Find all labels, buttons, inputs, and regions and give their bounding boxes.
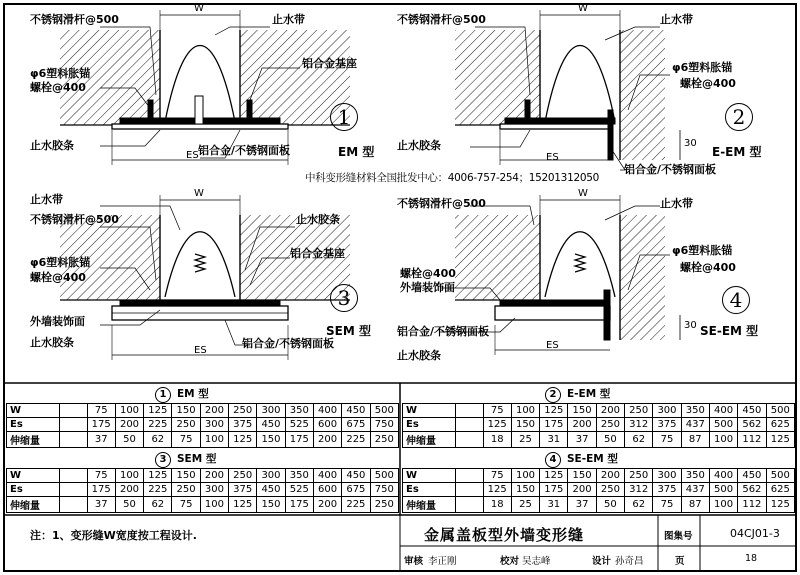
table-cell: 175 <box>285 432 313 448</box>
table-cell: 50 <box>115 432 143 448</box>
label-waterstop-4: 止水带 <box>660 197 693 210</box>
table-cell: 500 <box>766 404 794 418</box>
table-cell: 125 <box>540 404 568 418</box>
note: 注：1、变形缝W宽度按工程设计. <box>30 529 197 542</box>
review-label: 审核 <box>404 556 424 567</box>
row-label: W <box>403 469 456 483</box>
table-row <box>403 418 795 432</box>
table-cell-empty <box>60 418 87 432</box>
table-cell: 200 <box>596 404 624 418</box>
contact-info: 中科变形缝材料全国批发中心：4006-757-254；15201312050 <box>305 172 599 184</box>
table-cell: 18 <box>483 432 511 448</box>
table-cell-empty <box>60 497 87 513</box>
table-cell: 225 <box>144 418 172 432</box>
table-cell: 525 <box>285 483 313 497</box>
table-cell: 375 <box>229 483 257 497</box>
diagram-number-2: 2 <box>725 103 753 131</box>
table-e-em <box>402 403 795 448</box>
table-cell-empty <box>60 483 87 497</box>
diagram-e-em <box>455 10 680 170</box>
table-cell: 625 <box>766 483 794 497</box>
table-row <box>7 404 399 418</box>
table-cell: 75 <box>483 404 511 418</box>
table-cell-empty <box>456 404 483 418</box>
label-rod-1: 不锈钢滑杆@500 <box>30 13 119 26</box>
label-waterstop-3: 止水带 <box>30 193 63 206</box>
diagram-number-4: 4 <box>722 286 750 314</box>
table-cell: 150 <box>568 469 596 483</box>
table-cell: 350 <box>285 404 313 418</box>
table-cell: 200 <box>568 418 596 432</box>
sheet-title: 金属盖板型外墙变形缝 <box>424 526 585 544</box>
table-cell-empty <box>60 469 87 483</box>
table-cell: 500 <box>370 404 398 418</box>
table-cell-empty <box>456 483 483 497</box>
table-cell: 450 <box>342 469 370 483</box>
table-cell: 125 <box>229 497 257 513</box>
table-cell: 450 <box>257 483 285 497</box>
row-label: 伸缩量 <box>403 432 456 448</box>
label-waterstop-1: 止水带 <box>272 13 305 26</box>
table-cell: 75 <box>87 404 115 418</box>
dim-w-3: W <box>194 188 204 199</box>
table-row <box>7 418 399 432</box>
table-em-name: EM 型 <box>177 388 209 400</box>
table-cell: 312 <box>625 418 653 432</box>
table-cell: 150 <box>257 432 285 448</box>
table-cell: 250 <box>625 404 653 418</box>
table-cell-empty <box>60 404 87 418</box>
label-base-3: 铝合金基座 <box>290 247 345 260</box>
row-label: 伸缩量 <box>7 432 60 448</box>
table-cell: 87 <box>681 497 709 513</box>
row-label: Es <box>403 483 456 497</box>
table-cell: 100 <box>200 497 228 513</box>
table-cell: 125 <box>483 418 511 432</box>
table-cell: 250 <box>370 497 398 513</box>
label-rod-4: 不锈钢滑杆@500 <box>397 197 486 210</box>
table-e-em-number: 2 <box>545 387 561 403</box>
label-waterstop-2: 止水带 <box>660 13 693 26</box>
table-cell-empty <box>60 432 87 448</box>
dim-es-3: ES <box>194 345 207 356</box>
table-cell: 75 <box>172 497 200 513</box>
table-cell: 125 <box>144 469 172 483</box>
table-cell: 150 <box>257 497 285 513</box>
table-cell: 250 <box>596 418 624 432</box>
table-cell: 175 <box>87 483 115 497</box>
table-e-em-name: E-EM 型 <box>567 388 611 400</box>
table-cell-empty <box>456 497 483 513</box>
label-strip-3b: 止水胶条 <box>30 336 74 349</box>
table-em-number: 1 <box>155 387 171 403</box>
table-cell: 75 <box>87 469 115 483</box>
table-cell: 225 <box>342 497 370 513</box>
label-strip-3a: 止水胶条 <box>296 213 340 226</box>
table-cell: 200 <box>200 404 228 418</box>
dim-30-2: 30 <box>684 138 697 149</box>
label-panel-4: 铝合金/不锈钢面板 <box>397 325 490 338</box>
dim-w-4: W <box>578 188 588 199</box>
table-cell: 125 <box>766 432 794 448</box>
label-anchor-1b: 螺栓@400 <box>30 81 86 94</box>
table-cell: 225 <box>342 432 370 448</box>
design-label: 设计 <box>592 556 612 567</box>
page-label: 页 <box>675 556 685 567</box>
row-label: W <box>403 404 456 418</box>
table-cell: 175 <box>285 497 313 513</box>
table-cell: 150 <box>172 469 200 483</box>
diagram-type-4: SE-EM 型 <box>700 324 759 338</box>
table-cell: 75 <box>483 469 511 483</box>
table-cell: 400 <box>709 404 737 418</box>
diagram-number-3: 3 <box>330 284 358 312</box>
table-row <box>403 497 795 513</box>
table-cell: 75 <box>172 432 200 448</box>
table-cell: 125 <box>540 469 568 483</box>
table-cell-empty <box>456 418 483 432</box>
table-sem-heading <box>155 451 216 468</box>
table-cell: 200 <box>313 432 341 448</box>
table-em-heading <box>155 386 209 403</box>
dim-es-2: ES <box>546 152 559 163</box>
table-cell: 250 <box>370 432 398 448</box>
table-cell: 100 <box>115 469 143 483</box>
table-cell: 250 <box>229 469 257 483</box>
table-cell: 375 <box>653 483 681 497</box>
table-cell: 300 <box>200 483 228 497</box>
row-label: Es <box>7 483 60 497</box>
table-sem-name: SEM 型 <box>177 453 217 465</box>
table-cell: 200 <box>115 483 143 497</box>
table-cell-empty <box>456 469 483 483</box>
table-cell: 62 <box>144 432 172 448</box>
table-row <box>7 483 399 497</box>
table-row <box>403 469 795 483</box>
table-cell: 37 <box>568 497 596 513</box>
table-cell: 500 <box>709 418 737 432</box>
table-cell: 200 <box>313 497 341 513</box>
table-cell: 250 <box>596 483 624 497</box>
table-cell: 437 <box>681 418 709 432</box>
table-cell: 400 <box>313 469 341 483</box>
table-cell: 175 <box>87 418 115 432</box>
table-cell: 250 <box>625 469 653 483</box>
table-row <box>7 469 399 483</box>
label-panel-3: 铝合金/不锈钢面板 <box>242 337 335 350</box>
table-cell: 375 <box>653 418 681 432</box>
table-cell: 200 <box>115 418 143 432</box>
diagram-type-1: EM 型 <box>338 145 375 159</box>
table-cell: 37 <box>568 432 596 448</box>
label-base-1: 铝合金基座 <box>302 57 357 70</box>
table-cell: 150 <box>568 404 596 418</box>
table-cell: 300 <box>257 469 285 483</box>
label-panel-2: 铝合金/不锈钢面板 <box>624 163 717 176</box>
atlas-label: 图集号 <box>664 531 693 542</box>
table-em <box>6 403 399 448</box>
table-cell: 600 <box>313 418 341 432</box>
table-cell: 100 <box>709 497 737 513</box>
table-cell: 600 <box>313 483 341 497</box>
table-cell: 375 <box>229 418 257 432</box>
table-cell: 300 <box>257 404 285 418</box>
atlas-number: 04CJ01-3 <box>730 527 780 540</box>
table-row <box>403 404 795 418</box>
label-strip-2: 止水胶条 <box>397 139 441 152</box>
table-cell: 675 <box>342 483 370 497</box>
table-cell: 31 <box>540 497 568 513</box>
table-row <box>7 432 399 448</box>
label-strip-1: 止水胶条 <box>30 139 74 152</box>
table-se-em-name: SE-EM 型 <box>567 453 618 465</box>
table-cell: 525 <box>285 418 313 432</box>
table-cell: 62 <box>144 497 172 513</box>
table-cell: 100 <box>115 404 143 418</box>
table-cell: 25 <box>511 497 539 513</box>
table-cell: 350 <box>681 469 709 483</box>
label-anchor-3a: φ6塑料胀锚 <box>30 256 91 269</box>
row-label: W <box>7 404 60 418</box>
table-cell: 125 <box>144 404 172 418</box>
table-cell: 500 <box>766 469 794 483</box>
table-cell: 562 <box>738 418 766 432</box>
table-cell: 562 <box>738 483 766 497</box>
table-cell: 300 <box>200 418 228 432</box>
table-cell: 450 <box>738 404 766 418</box>
table-cell: 18 <box>483 497 511 513</box>
table-cell: 150 <box>511 418 539 432</box>
label-finish-4: 外墙装饰面 <box>400 281 455 294</box>
table-row <box>403 483 795 497</box>
table-cell: 175 <box>540 418 568 432</box>
table-cell: 87 <box>681 432 709 448</box>
reviewer-name: 李正刚 <box>428 556 457 567</box>
label-anchor-1a: φ6塑料胀锚 <box>30 67 91 80</box>
checker-name: 吴志峰 <box>522 556 551 567</box>
check-label: 校对 <box>500 556 520 567</box>
table-cell: 125 <box>229 432 257 448</box>
table-cell: 200 <box>568 483 596 497</box>
table-cell: 350 <box>285 469 313 483</box>
table-cell: 250 <box>172 418 200 432</box>
row-label: Es <box>7 418 60 432</box>
table-cell: 31 <box>540 432 568 448</box>
table-cell: 50 <box>115 497 143 513</box>
dim-es-4: ES <box>546 340 559 351</box>
table-cell: 100 <box>511 404 539 418</box>
table-cell: 300 <box>653 469 681 483</box>
label-anchor-3b: 螺栓@400 <box>30 271 86 284</box>
dim-w-1: W <box>194 3 204 14</box>
row-label: Es <box>403 418 456 432</box>
label-finish-3: 外墙装饰面 <box>30 315 85 328</box>
diagram-type-3: SEM 型 <box>326 324 371 338</box>
table-cell: 500 <box>370 469 398 483</box>
table-cell: 75 <box>653 497 681 513</box>
table-se-em-heading <box>545 451 618 468</box>
table-cell: 62 <box>625 432 653 448</box>
table-cell: 400 <box>709 469 737 483</box>
table-cell: 75 <box>653 432 681 448</box>
row-label: 伸缩量 <box>403 497 456 513</box>
table-cell: 750 <box>370 418 398 432</box>
table-cell: 450 <box>257 418 285 432</box>
dim-es-1: ES <box>186 150 199 161</box>
label-rod-3: 不锈钢滑杆@500 <box>30 213 119 226</box>
label-anchor-4c: 螺栓@400 <box>400 267 456 280</box>
label-rod-2: 不锈钢滑杆@500 <box>397 13 486 26</box>
label-anchor-4b: 螺栓@400 <box>680 261 736 274</box>
table-cell: 450 <box>738 469 766 483</box>
table-cell: 225 <box>144 483 172 497</box>
table-cell: 125 <box>766 497 794 513</box>
table-cell: 100 <box>709 432 737 448</box>
label-panel-1: 铝合金/不锈钢面板 <box>198 144 291 157</box>
diagram-type-2: E-EM 型 <box>712 145 762 159</box>
table-cell: 300 <box>653 404 681 418</box>
table-cell: 625 <box>766 418 794 432</box>
row-label: W <box>7 469 60 483</box>
dim-30-4: 30 <box>684 320 697 331</box>
table-e-em-heading <box>545 386 610 403</box>
table-cell: 150 <box>511 483 539 497</box>
table-cell: 112 <box>738 497 766 513</box>
table-cell: 350 <box>681 404 709 418</box>
table-se-em-number: 4 <box>545 452 561 468</box>
table-cell: 37 <box>87 497 115 513</box>
table-cell: 437 <box>681 483 709 497</box>
table-cell: 100 <box>511 469 539 483</box>
table-cell: 25 <box>511 432 539 448</box>
table-cell: 250 <box>172 483 200 497</box>
table-cell: 675 <box>342 418 370 432</box>
table-sem <box>6 468 399 513</box>
table-cell: 175 <box>540 483 568 497</box>
diagram-number-1: 1 <box>330 103 358 131</box>
table-row <box>7 497 399 513</box>
diagram-em <box>60 10 350 165</box>
table-cell: 400 <box>313 404 341 418</box>
table-cell: 450 <box>342 404 370 418</box>
table-cell: 100 <box>200 432 228 448</box>
table-cell: 125 <box>483 483 511 497</box>
table-cell: 50 <box>596 497 624 513</box>
table-se-em <box>402 468 795 513</box>
page-number: 18 <box>745 553 758 564</box>
table-cell-empty <box>456 432 483 448</box>
table-cell: 150 <box>172 404 200 418</box>
table-sem-number: 3 <box>155 452 171 468</box>
table-cell: 250 <box>229 404 257 418</box>
table-cell: 112 <box>738 432 766 448</box>
designer-name: 孙奇昌 <box>615 556 644 567</box>
table-cell: 37 <box>87 432 115 448</box>
table-row <box>403 432 795 448</box>
table-cell: 200 <box>200 469 228 483</box>
dim-w-2: W <box>578 3 588 14</box>
row-label: 伸缩量 <box>7 497 60 513</box>
table-cell: 62 <box>625 497 653 513</box>
table-cell: 312 <box>625 483 653 497</box>
table-cell: 750 <box>370 483 398 497</box>
table-cell: 50 <box>596 432 624 448</box>
table-cell: 500 <box>709 483 737 497</box>
label-anchor-2a: φ6塑料胀锚 <box>672 61 733 74</box>
table-cell: 200 <box>596 469 624 483</box>
label-anchor-4a: φ6塑料胀锚 <box>672 244 733 257</box>
label-strip-4: 止水胶条 <box>397 349 441 362</box>
label-anchor-2b: 螺栓@400 <box>680 77 736 90</box>
